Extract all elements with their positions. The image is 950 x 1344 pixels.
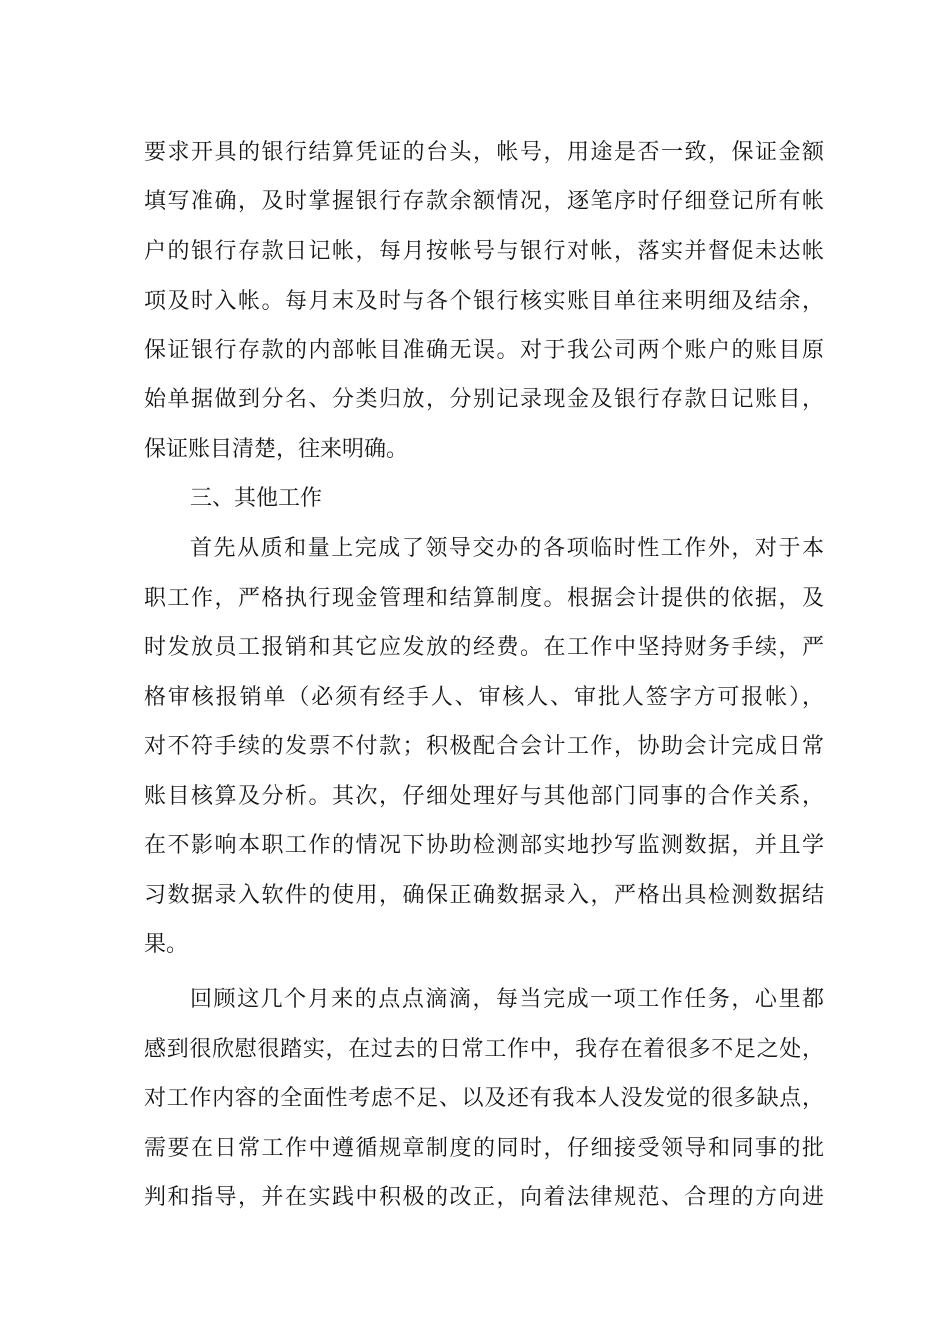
text-line: 保证银行存款的内部帐目准确无误。对于我公司两个账户的账目原 (144, 338, 824, 363)
text-line: 项及时入帐。每月末及时与各个银行核实账目单往来明细及结余， (144, 289, 824, 314)
text-line: 习数据录入软件的使用，确保正确数据录入，严格出具检测数据结 (144, 883, 824, 908)
text-line: 果。 (144, 932, 189, 957)
text-line: 回顾这几个月来的点点滴滴，每当完成一项工作任务，心里都 (190, 987, 824, 1012)
text-line: 在不影响本职工作的情况下协助检测部实地抄写监测数据，并且学 (144, 833, 824, 858)
text-line: 填写准确，及时掌握银行存款余额情况，逐笔序时仔细登记所有帐 (144, 189, 824, 214)
text-line: 账目核算及分析。其次，仔细处理好与其他部门同事的合作关系， (144, 784, 824, 809)
text-line: 格审核报销单（必须有经手人、审核人、审批人签字方可报帐）， (144, 685, 824, 710)
text-line: 对不符手续的发票不付款；积极配合会计工作，协助会计完成日常 (144, 734, 824, 759)
text-line: 保证账目清楚，往来明确。 (144, 437, 409, 462)
text-line: 要求开具的银行结算凭证的台头，帐号，用途是否一致，保证金额 (144, 140, 824, 165)
text-line: 职工作，严格执行现金管理和结算制度。根据会计提供的依据，及 (144, 586, 824, 611)
text-line: 判和指导，并在实践中积极的改正，向着法律规范、合理的方向进 (144, 1185, 824, 1210)
text-line: 时发放员工报销和其它应发放的经费。在工作中坚持财务手续，严 (144, 635, 824, 660)
text-line: 对工作内容的全面性考虑不足、以及还有我本人没发觉的很多缺点， (144, 1086, 824, 1111)
text-line: 需要在日常工作中遵循规章制度的同时，仔细接受领导和同事的批 (144, 1136, 824, 1161)
text-line: 户的银行存款日记帐，每月按帐号与银行对帐，落实并督促未达帐 (144, 239, 824, 264)
text-line: 感到很欣慰很踏实，在过去的日常工作中，我存在着很多不足之处， (144, 1037, 824, 1062)
text-line: 始单据做到分名、分类归放，分别记录现金及银行存款日记账目， (144, 387, 824, 412)
section-heading: 三、其他工作 (190, 486, 323, 511)
text-line: 首先从质和量上完成了领导交办的各项临时性工作外，对于本 (190, 536, 824, 561)
